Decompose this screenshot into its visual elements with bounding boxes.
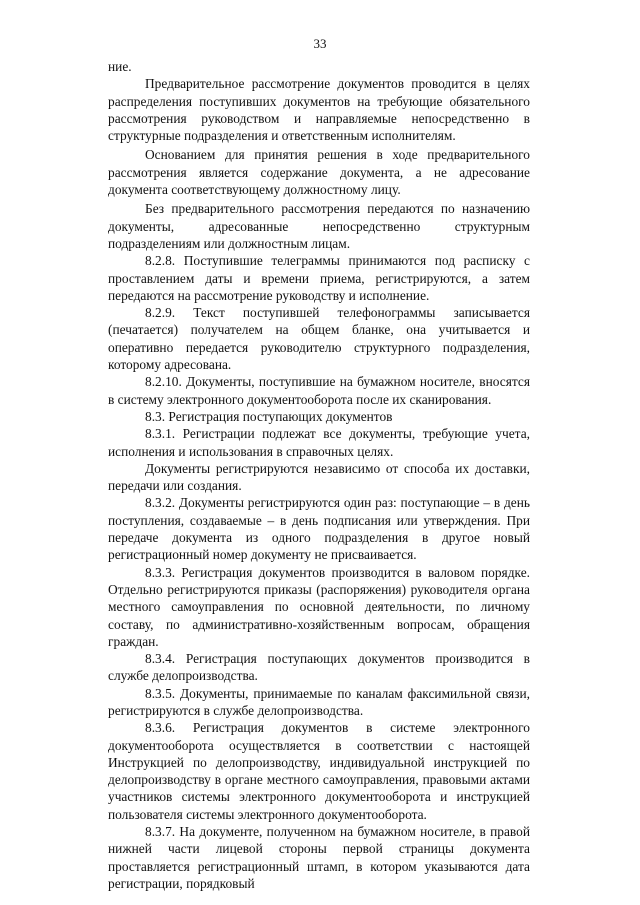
- paragraph-8-2-9: 8.2.9. Текст поступившей телефонограммы записывается (печатается) получателем на общем бланке, она учитывается и оперативно передается руководителю структурного подразделения, которому адресована.: [108, 305, 530, 373]
- paragraph-registration-independent: Документы регистрируются независимо от способа их доставки, передачи или создания.: [108, 460, 530, 494]
- paragraph-8-3-5: 8.3.5. Документы, принимаемые по каналам факсимильной связи, регистрируются в службе делопроизводства.: [108, 685, 530, 718]
- paragraph-8-3-6: 8.3.6. Регистрация документов в системе электронного документооборота осуществляется в соответствии с настоящей Инструкцией по делопроизводству, индивидуальной инструкцией по делопроизводству в органе местного самоуправления, правовыми актами участников системы электронного документооборота и инструкцией пользователя системы электронного документооборота.: [108, 720, 530, 822]
- paragraph-8-3-7: 8.3.7. На документе, полученном на бумажном носителе, в правой нижней части лицевой стороны первой страницы документа проставляется регистрационный штамп, в котором указываются дата регистрации, порядковый: [108, 824, 530, 891]
- paragraph-without-review: Без предварительного рассмотрения передаются по назначению документы, адресованные непосредственно структурным подразделениям или должностным лицам.: [108, 201, 530, 251]
- paragraph-preliminary-review: Предварительное рассмотрение документов проводится в целях распределения поступивших документов на требующие обязательного рассмотрения руководством и направляемые непосредственно в структурные подразделения и ответственным исполнителям.: [108, 76, 530, 144]
- paragraph-8-2-8: 8.2.8. Поступившие телеграммы принимаются под расписку с проставлением даты и времени приема, регистрируются, а затем передаются на рассмотрение руководству и исполнение.: [108, 253, 530, 303]
- paragraph-continuation: ние.: [108, 59, 132, 74]
- document-body: [108, 58, 530, 892]
- paragraph-8-3-1: 8.3.1. Регистрации подлежат все документы, требующие учета, исполнения и использования в справочных целях.: [108, 426, 530, 459]
- paragraph-8-2-10: 8.2.10. Документы, поступившие на бумажном носителе, вносятся в систему электронного документооборота после их сканирования.: [108, 374, 530, 407]
- paragraph-8-3-3: 8.3.3. Регистрация документов производится в валовом порядке. Отдельно регистрируются приказы (распоряжения) руководителя органа местного самоуправления по основной деятельности, по личному составу, по административно-хозяйственным вопросам, обращения граждан.: [108, 564, 530, 649]
- section-heading-8-3: 8.3. Регистрация поступающих документов: [145, 408, 393, 424]
- page-number: 33: [313, 36, 327, 51]
- paragraph-decision-basis: Основанием для принятия решения в ходе предварительного рассмотрения является содержание документа, а не адресование документа соответствующему должностному лицу.: [108, 147, 530, 198]
- paragraph-8-3-2: 8.3.2. Документы регистрируются один раз: поступающие – в день поступления, создаваемые – в день подписания или утверждения. При передаче документа из одного подразделения в другое новый регистрационный номер документу не присваивается.: [108, 495, 530, 563]
- paragraph-8-3-4: 8.3.4. Регистрация поступающих документов производится в службе делопроизводства.: [108, 651, 530, 684]
